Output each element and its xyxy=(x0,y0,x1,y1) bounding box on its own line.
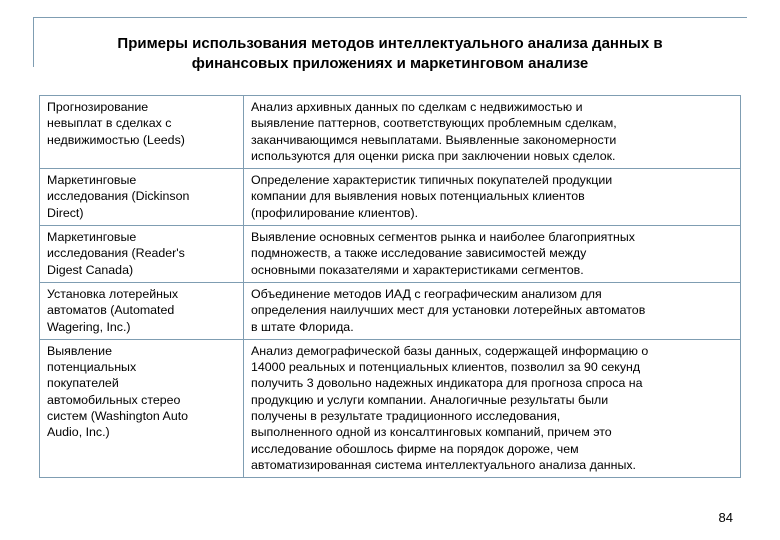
table-row xyxy=(40,339,741,477)
application-cell: Маркетинговые исследования (Reader's Digest Canada) xyxy=(40,226,244,283)
slide-title-line-2: финансовых приложениях и маркетинговом анализе xyxy=(191,55,589,72)
application-cell: Прогнозирование невыплат в сделках с недвижимостью (Leeds) xyxy=(40,96,244,169)
description-cell: Анализ демографической базы данных, содержащей информацию о 14000 реальных и потенциальных клиентов, позволил за 90 секунд получить 3 довольно надежных индикатора для прогноза спроса на продукцию и услуги компании. Аналогичные результаты были получены в результате традиционного исследования, выполненного одной из консалтинговых компаний, причем это исследование обошлось фирме на порядок дороже, чем автоматизированная система интеллектуального анализа данных. xyxy=(244,339,741,477)
frame-top-line xyxy=(33,17,747,18)
application-cell: Маркетинговые исследования (Dickinson Direct) xyxy=(40,169,244,226)
table-row xyxy=(40,96,741,169)
description-cell: Объединение методов ИАД с географическим анализом для определения наилучших мест для установки лотерейных автоматов в штате Флорида. xyxy=(244,282,741,339)
examples-table xyxy=(39,95,741,478)
description-cell: Определение характеристик типичных покупателей продукции компании для выявления новых потенциальных клиентов (профилирование клиентов). xyxy=(244,169,741,226)
page-number: 84 xyxy=(718,510,733,525)
table-row xyxy=(40,282,741,339)
description-cell: Анализ архивных данных по сделкам с недвижимостью и выявление паттернов, соответствующих проблемным сделкам, заканчивающимся невыплатами. Выявленные закономерности используются для оценки риска при заключении новых сделок. xyxy=(244,96,741,169)
application-cell: Выявление потенциальных покупателей автомобильных стерео систем (Washington Auto Audio, Inc.) xyxy=(40,339,244,477)
frame-left-line xyxy=(33,17,34,67)
table-row xyxy=(40,226,741,283)
table-row xyxy=(40,169,741,226)
slide-title xyxy=(40,34,740,74)
slide-title-line-1: Примеры использования методов интеллектуального анализа данных в xyxy=(117,35,663,52)
application-cell: Установка лотерейных автоматов (Automated Wagering, Inc.) xyxy=(40,282,244,339)
description-cell: Выявление основных сегментов рынка и наиболее благоприятных подмножеств, а также исследование зависимостей между основными показателями и характеристиками сегментов. xyxy=(244,226,741,283)
